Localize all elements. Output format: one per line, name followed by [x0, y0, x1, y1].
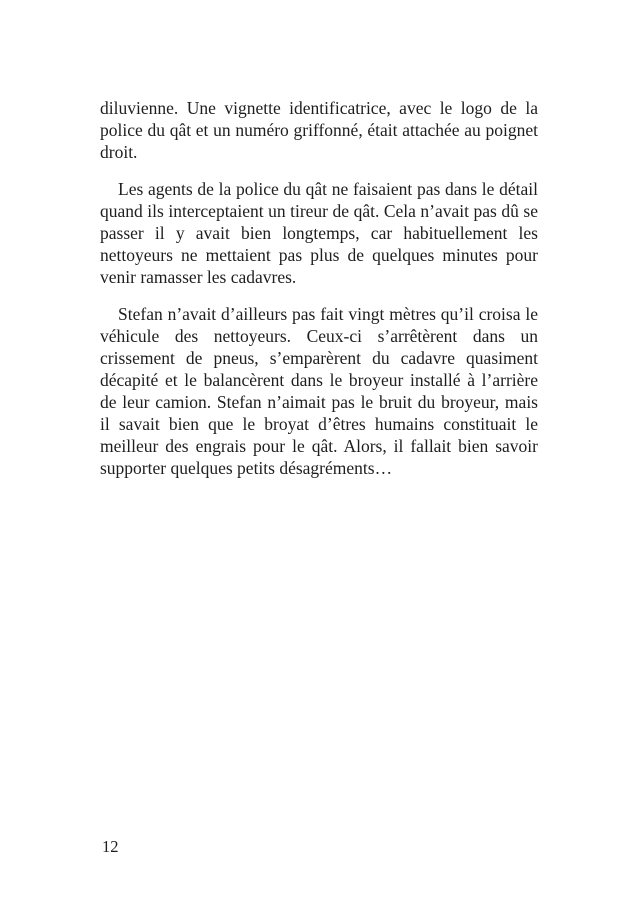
- paragraph: Les agents de la police du qât ne faisaient pas dans le détail quand ils interceptaient un tireur de qât. Cela n’avait pas dû se passer il y avait bien longtemps, car habituellement les nettoyeurs ne mettaient pas plus de quelques minutes pour venir ramasser les cadavres.: [100, 179, 538, 287]
- page-number: 12: [102, 837, 119, 856]
- paragraph: Stefan n’avait d’ailleurs pas fait vingt mètres qu’il croisa le véhicule des nettoyeurs. Ceux-ci s’arrêtèrent dans un crissement de pneus, s’emparèrent du cadavre quasiment décapité et le balancèrent dans le broyeur installé à l’arrière de leur camion. Stefan n’aimait pas le bruit du broyeur, mais il savait bien que le broyat d’êtres humains constituait le meilleur des engrais pour le qât. Alors, il fallait bien savoir supporter quelques petits désagréments…: [100, 304, 538, 478]
- paragraph-continuation: diluvienne. Une vignette identificatrice, avec le logo de la police du qât et un numéro griffonné, était attachée au poignet droit.: [100, 98, 538, 162]
- body-text: [100, 97, 538, 494]
